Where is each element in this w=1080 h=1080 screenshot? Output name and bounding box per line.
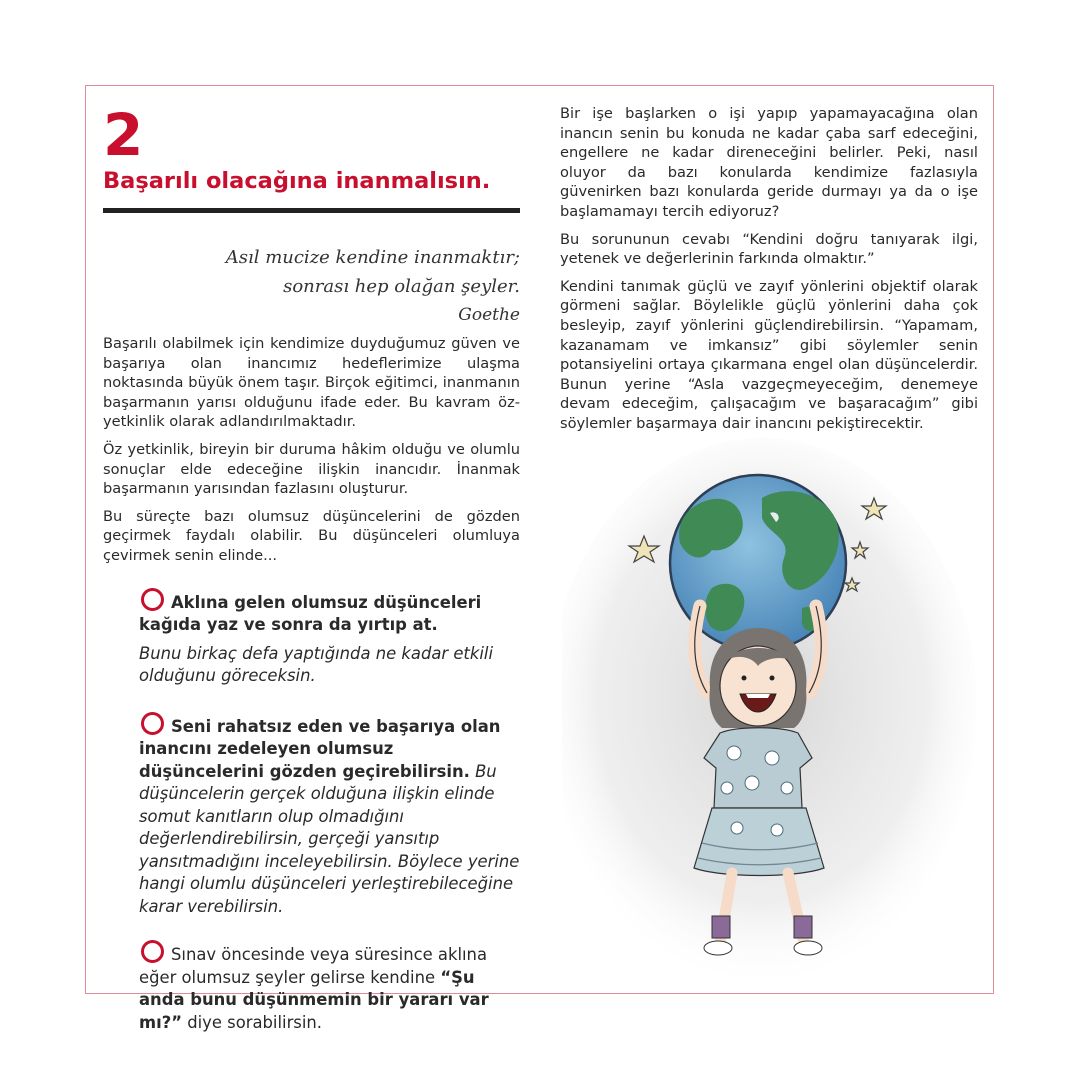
ring-bullet-icon [141, 588, 164, 611]
paragraph: Kendini tanımak güçlü ve zayıf yönlerini objektif olarak görmeni sağlar. Böylelikle güçlü yönlerini daha çok besleyip, zayıf yönlerini güçlendirebilirsin. “Yapamam, kazanamam ve imkansız” gibi söylemler senin potansiyelini ortaya çıkarmana engel olan düşüncelerdir. Bunun yerine “Asla vazgeçmeyeceğim, denemeye devam edeceğim, çalışacağım ve başaracağım” gibi söylemler başarmaya dair inancını pekiştirecektir. [560, 277, 978, 432]
girl-holding-globe-illustration [562, 438, 978, 978]
paragraph: Bir işe başlarken o işi yapıp yapamayacağına olan inancın senin bu konuda ne kadar çaba sarf edeceğini, engellere ne kadar direneceğini belirler. Peki, nasıl oluyor da bazı konularda kendimize fazlasıyla güvenirken bazı konularda geride durmayı ya da o işe başlamamayı tercih ediyoruz? [560, 105, 978, 220]
ring-bullet-icon [141, 712, 164, 735]
tip-heading: Aklına gelen olumsuz düşünceleri kağıda yaz ve sonra da yırtıp at. [139, 592, 482, 635]
tip-text-end: diye sorabilirsin. [187, 1012, 323, 1032]
tip-heading: Seni rahatsız eden ve başarıya olan inancını zedeleyen olumsuz düşüncelerini gözden geçirebilirsin. [139, 716, 501, 781]
title-divider [103, 208, 520, 213]
quote-line-2: sonrası hep olağan şeyler. [283, 276, 520, 297]
girl-head [710, 628, 807, 728]
tip-item-1 [139, 588, 520, 688]
intro-text [103, 334, 520, 566]
quote-author: Goethe [458, 305, 520, 325]
tip-text-start: Sınav öncesinde veya süresince aklına eğer olumsuz şeyler gelirse kendine [139, 945, 487, 987]
tip-item-3 [139, 940, 520, 1034]
paragraph: Başarılı olabilmek için kendimize duyduğumuz güven ve başarıya olan inancımız hedeflerimize ulaşma noktasında büyük önem taşır. Birçok eğitimci, inanmanın başarmanın yarısı olduğunu ifade eder. Bu kavram öz-yetkinlik olarak adlandırılmaktadır. [103, 335, 520, 431]
chapter-title: Başarılı olacağına inanmalısın. [103, 168, 491, 194]
tip-note: Bu düşüncelerin gerçek olduğuna ilişkin elinde somut kanıtların olup olmadığını değerlendirebilirsin, gerçeği yansıtıp yansıtmadığını inceleyebilirsin. Böylece yerine hangi olumlu düşünceleri yerleştirebileceğine karar verebilirsin. [139, 761, 520, 916]
left-column [103, 100, 520, 1034]
paragraph: Bu sorununun cevabı “Kendini doğru tanıyarak ilgi, yetenek ve değerlerinin farkında olmaktır.” [560, 230, 978, 268]
tip-question: “Şu anda bunu düşünmemin bir yararı var mı?” [139, 967, 489, 1032]
quote-line-1: Asıl mucize kendine inanmaktır; [225, 247, 520, 268]
tip-note: Bunu birkaç defa yaptığında ne kadar etkili olduğunu göreceksin. [139, 643, 493, 686]
ring-bullet-icon [141, 940, 164, 963]
paragraph: Bu süreçte bazı olumsuz düşüncelerini de gözden geçirmek faydalı olabilir. Bu düşünceleri olumluya çevirmek senin elinde... [103, 507, 520, 564]
right-column [560, 104, 978, 442]
tip-item-2 [139, 712, 520, 919]
chapter-number: 2 [103, 101, 144, 169]
quote-block [103, 243, 520, 330]
paragraph: Öz yetkinlik, bireyin bir duruma hâkim olduğu ve olumlu sonuçlar elde edeceğine ilişkin inancıdır. İnanmak başarmanın yarısından fazlasını oluşturur. [103, 440, 520, 498]
